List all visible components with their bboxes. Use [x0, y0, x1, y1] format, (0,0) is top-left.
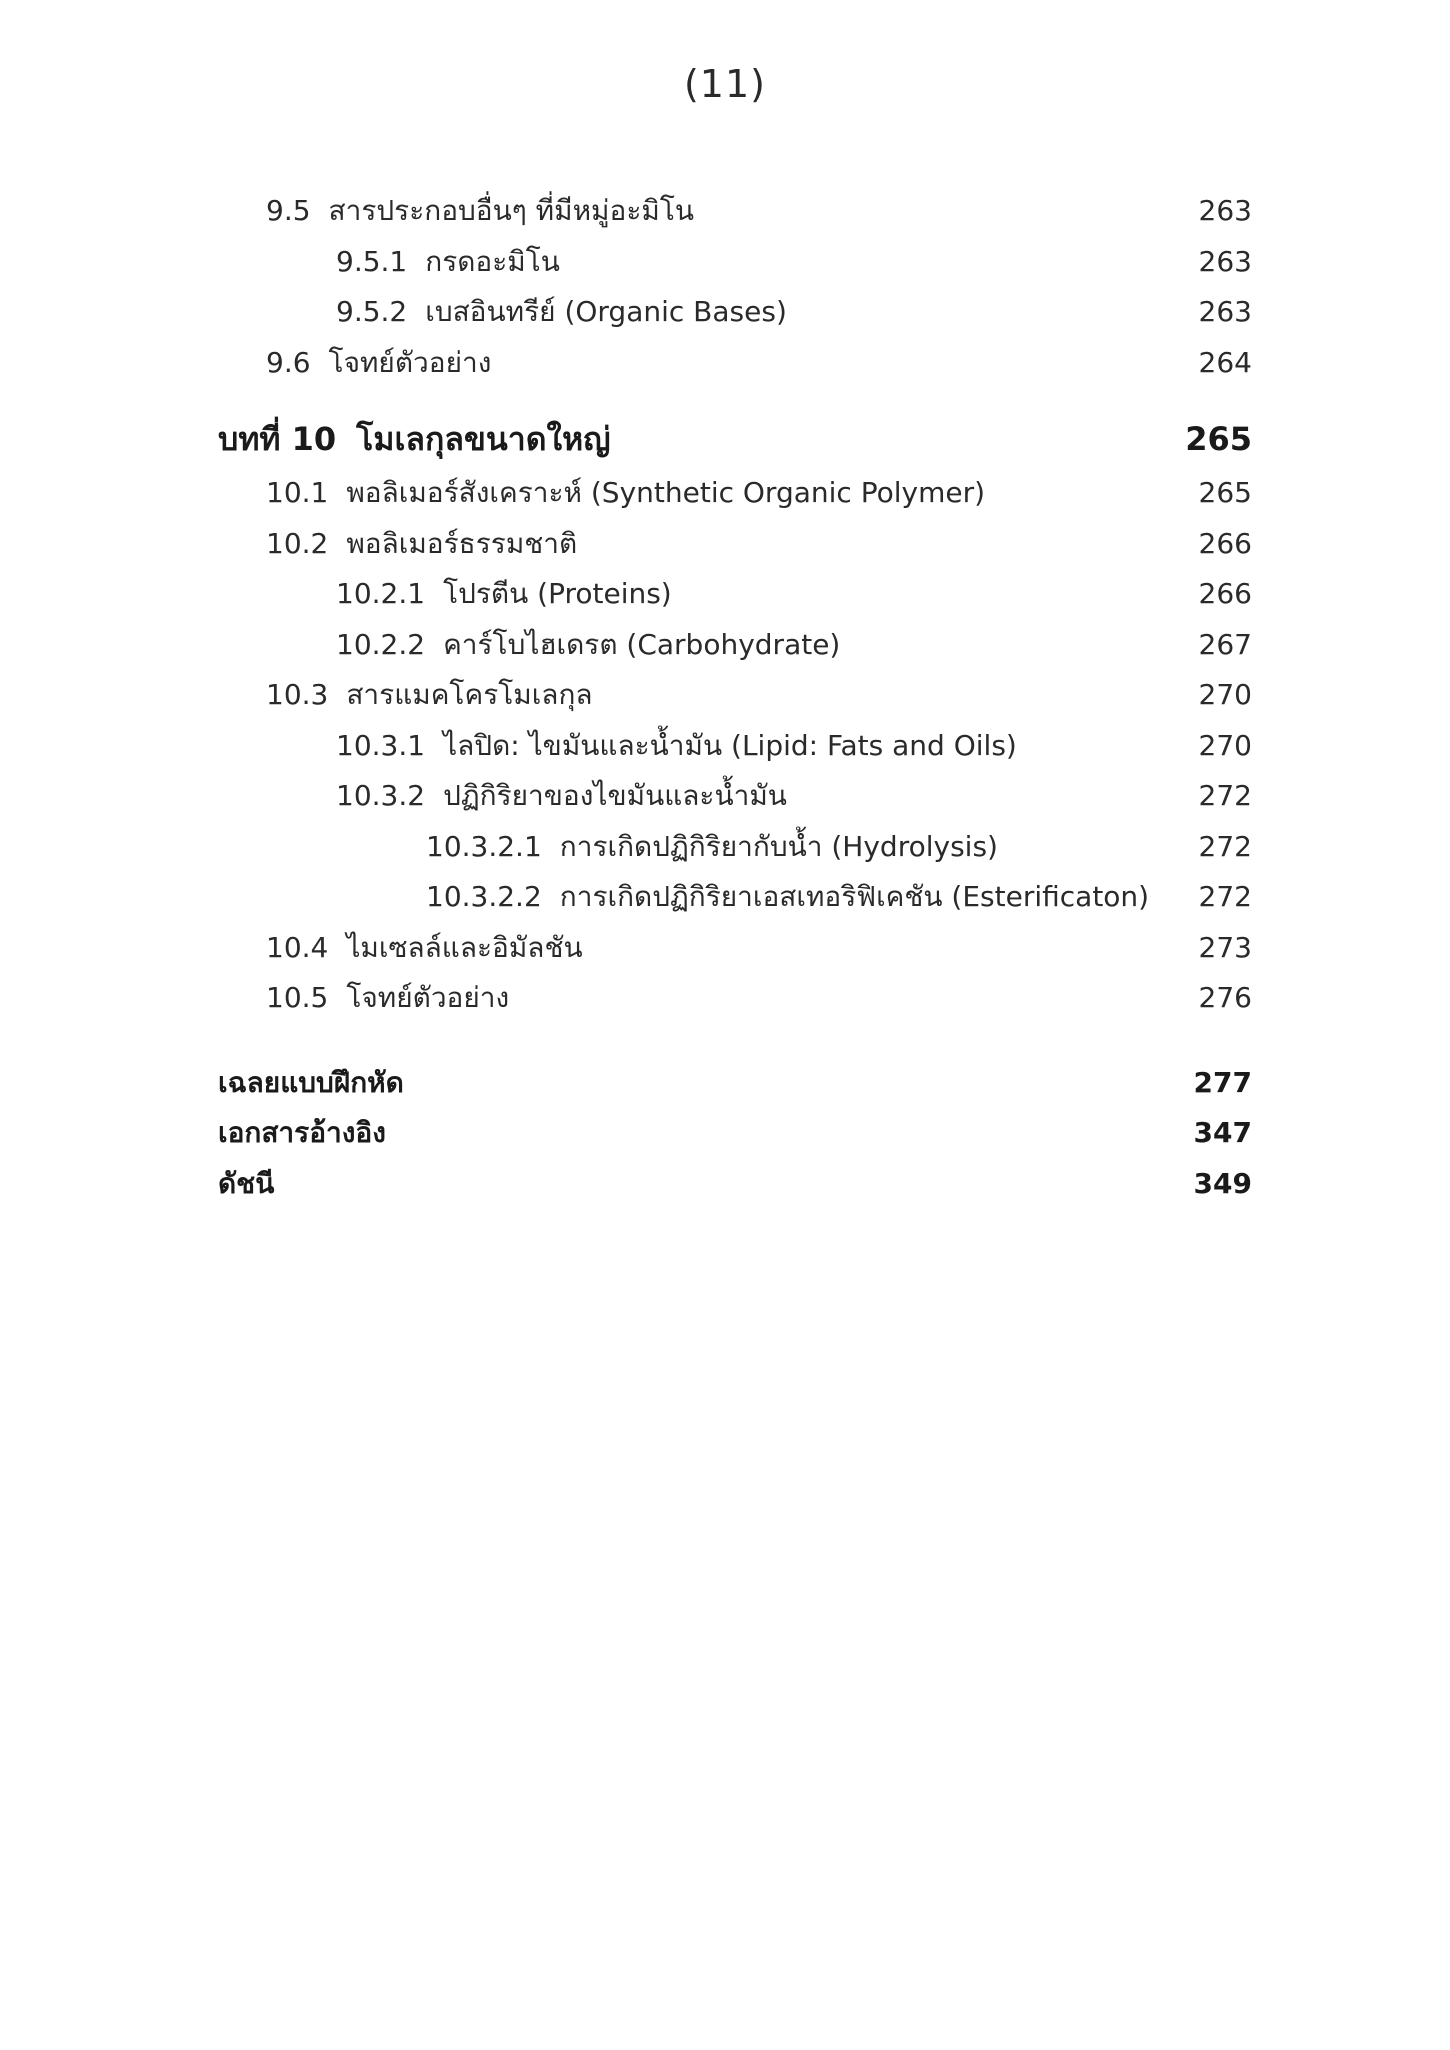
toc-entry-number: 9.6 — [266, 345, 311, 379]
toc-entry-9-6[interactable] — [218, 338, 1252, 389]
toc-entry-number: 9.5 — [266, 194, 311, 227]
toc-entry-title: โจทย์ตัวอย่าง — [328, 345, 492, 379]
toc-entry-index[interactable] — [218, 1159, 1252, 1210]
toc-entry-number: 10.3.2.2 — [426, 880, 542, 913]
toc-entry-page: 265 — [1198, 476, 1252, 509]
toc-entry-title: กรดอะมิโน — [425, 244, 560, 278]
toc-entry-title: เฉลยแบบฝึกหัด — [218, 1065, 404, 1099]
toc-entry-title: ปฏิกิริยาของไขมันและน้ำมัน — [443, 779, 787, 812]
toc-entry-number: 10.3.2.1 — [426, 829, 542, 863]
toc-entry-title: พอลิเมอร์สังเคราะห์ (Synthetic Organic Polymer) — [346, 476, 986, 509]
toc-entry-references[interactable] — [218, 1108, 1252, 1159]
toc-entry-title: สารแมคโครโมเลกุล — [346, 678, 593, 711]
toc-entry-title: ดัชนี — [218, 1166, 275, 1200]
toc-entry-title: ไลปิด: ไขมันและน้ำมัน (Lipid: Fats and Oils) — [443, 728, 1017, 762]
toc-entry-number: 10.2.2 — [336, 627, 426, 661]
toc-entry-page: 349 — [1193, 1166, 1252, 1200]
toc-entry-10-2-2[interactable] — [218, 620, 1252, 671]
toc-entry-number: 10.3.1 — [336, 728, 426, 762]
toc-entry-answers[interactable] — [218, 1058, 1252, 1109]
toc-entry-title: พอลิเมอร์ธรรมชาติ — [346, 526, 578, 560]
toc-entry-page: 277 — [1193, 1065, 1252, 1099]
toc-entry-9-5-2[interactable] — [218, 287, 1252, 338]
toc-entry-number: 10.1 — [266, 476, 329, 509]
toc-entry-number: 10.4 — [266, 930, 329, 964]
toc-chapter-10[interactable] — [218, 410, 1252, 468]
toc-entry-10-2[interactable] — [218, 519, 1252, 570]
toc-entry-page: 272 — [1198, 779, 1252, 812]
toc-entry-9-5[interactable] — [218, 186, 1252, 237]
toc-entry-page: 276 — [1198, 981, 1252, 1014]
toc-entry-page: 263 — [1198, 244, 1252, 278]
toc-entry-page: 263 — [1198, 295, 1252, 328]
toc-entry-10-3[interactable] — [218, 670, 1252, 721]
toc-entry-10-1[interactable] — [218, 468, 1252, 519]
toc-entry-page: 263 — [1198, 194, 1252, 227]
toc-entry-10-3-2-2[interactable] — [218, 872, 1252, 923]
section-spacer — [218, 1024, 1252, 1058]
toc-entry-page: 273 — [1198, 930, 1252, 964]
toc-entry-page: 270 — [1198, 728, 1252, 762]
toc-entry-9-5-1[interactable] — [218, 237, 1252, 288]
toc-entry-number: 10.3.2 — [336, 779, 426, 812]
toc-entry-number: 9.5.2 — [336, 295, 408, 328]
toc-entry-title: เอกสารอ้างอิง — [218, 1116, 386, 1149]
toc-entry-page: 270 — [1198, 678, 1252, 711]
toc-entry-number: 10.3 — [266, 678, 329, 711]
toc-entry-10-3-2[interactable] — [218, 771, 1252, 822]
toc-entry-page: 272 — [1198, 880, 1252, 913]
toc-entry-title: คาร์โบไฮเดรต (Carbohydrate) — [443, 627, 841, 661]
toc-entry-title: การเกิดปฏิกิริยาเอสเทอริฟิเคชัน (Esterificaton) — [559, 880, 1150, 913]
toc-entry-10-4[interactable] — [218, 923, 1252, 974]
toc-entry-10-3-1[interactable] — [218, 721, 1252, 772]
toc-entry-title: โจทย์ตัวอย่าง — [346, 981, 510, 1014]
toc-entry-title: สารประกอบอื่นๆ ที่มีหมู่อะมิโน — [328, 194, 694, 227]
toc-entry-page: 267 — [1198, 627, 1252, 661]
toc-entry-page: 347 — [1193, 1116, 1252, 1149]
toc-chapter-title: โมเลกุลขนาดใหญ่ — [356, 420, 611, 458]
toc-entry-10-3-2-1[interactable] — [218, 822, 1252, 873]
toc-entry-number: 10.2 — [266, 526, 329, 560]
toc-entry-title: เบสอินทรีย์ (Organic Bases) — [425, 295, 787, 328]
toc-chapter-number: บทที่ 10 — [218, 420, 337, 458]
table-of-contents — [218, 186, 1252, 1209]
toc-entry-page: 264 — [1198, 345, 1252, 379]
toc-entry-10-2-1[interactable] — [218, 569, 1252, 620]
toc-entry-title: โปรตีน (Proteins) — [443, 577, 672, 610]
toc-entry-page: 266 — [1198, 526, 1252, 560]
toc-entry-title: การเกิดปฏิกิริยากับน้ำ (Hydrolysis) — [559, 829, 998, 863]
toc-entry-number: 9.5.1 — [336, 244, 408, 278]
toc-entry-number: 10.5 — [266, 981, 329, 1014]
page-number: (11) — [683, 62, 766, 106]
toc-entry-number: 10.2.1 — [336, 577, 426, 610]
toc-entry-page: 272 — [1198, 829, 1252, 863]
toc-entry-page: 266 — [1198, 577, 1252, 610]
toc-entry-10-5[interactable] — [218, 973, 1252, 1024]
toc-entry-title: ไมเซลล์และอิมัลชัน — [346, 930, 583, 964]
toc-chapter-page: 265 — [1185, 420, 1252, 458]
